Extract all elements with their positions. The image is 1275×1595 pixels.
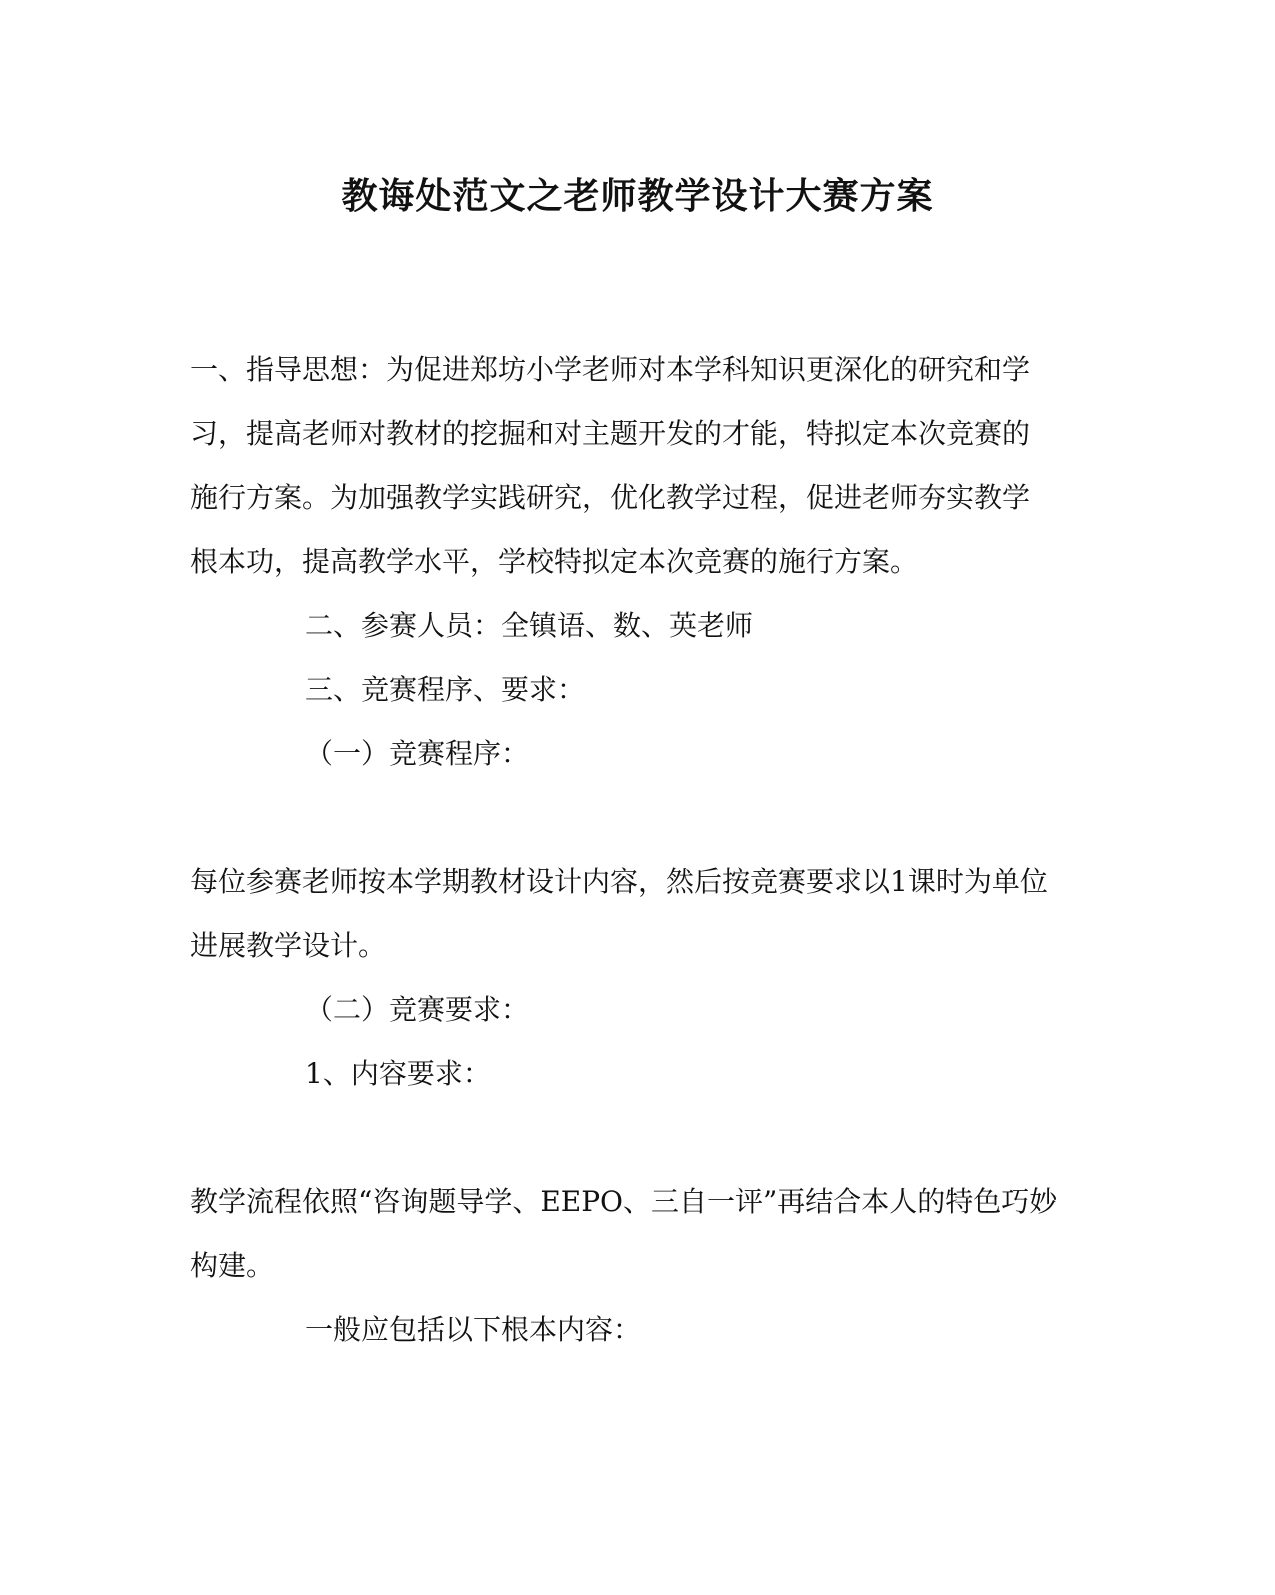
item1-heading: 1、内容要求：	[305, 1057, 491, 1090]
section1-line-1: 一、指导思想：为促进郑坊小学老师对本学科知识更深化的研究和学	[190, 353, 1031, 386]
sub2-heading: （二）竞赛要求：	[305, 993, 530, 1026]
item1-body-line-2: 构建。	[190, 1249, 275, 1282]
document-title: 教诲处范文之老师教学设计大赛方案	[341, 175, 934, 217]
section2-participants: 二、参赛人员：全镇语、数、英老师	[305, 609, 754, 642]
sub1-heading: （一）竞赛程序：	[305, 737, 530, 770]
item1-body-line-1: 教学流程依照“咨询题导学、EEPO、三自一评”再结合本人的特色巧妙	[190, 1185, 1058, 1218]
section3-heading: 三、竞赛程序、要求：	[305, 673, 586, 706]
section1-line-3: 施行方案。为加强教学实践研究，优化教学过程，促进老师夯实教学	[190, 481, 1031, 514]
sub1-body-line-1: 每位参赛老师按本学期教材设计内容，然后按竞赛要求以1课时为单位	[190, 865, 1048, 898]
section1-line-4: 根本功，提高教学水平，学校特拟定本次竞赛的施行方案。	[190, 545, 919, 578]
section1-line-2: 习，提高老师对教材的挖掘和对主题开发的才能，特拟定本次竞赛的	[190, 417, 1031, 450]
item1-note: 一般应包括以下根本内容：	[305, 1313, 642, 1346]
sub1-body-line-2: 进展教学设计。	[190, 929, 387, 962]
